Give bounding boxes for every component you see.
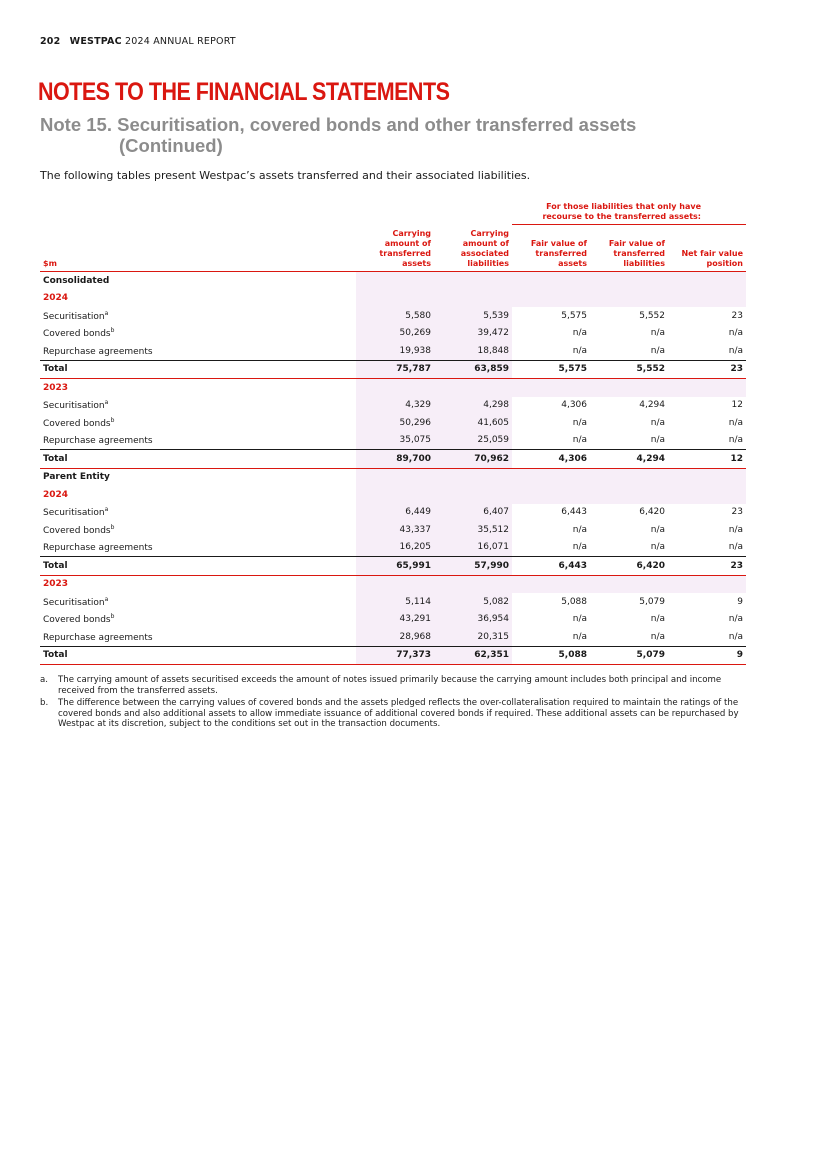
value-cell: 5,580 bbox=[356, 307, 434, 325]
value-cell: 5,079 bbox=[639, 596, 665, 607]
total-value-cell: 57,990 bbox=[434, 557, 512, 576]
footnote-text: The difference between the carrying values of covered bonds and the assets pledged reflects the over-collateralisation required to maintain the ratings of the covered bonds and also additional assets to allow immediate issuance of additional covered bonds if required. These additional assets can be repurchased by Westpac at its discretion, subject to the conditions set out in the transaction documents. bbox=[58, 698, 739, 729]
note-title-line2: (Continued) bbox=[119, 135, 223, 156]
section-title-cell: Consolidated bbox=[43, 275, 110, 286]
empty-cell bbox=[668, 272, 746, 290]
total-label: Total bbox=[40, 360, 356, 379]
year-row bbox=[40, 290, 746, 308]
column-header: Net fair value position bbox=[668, 225, 746, 272]
empty-cell bbox=[668, 575, 746, 593]
row-label-cell bbox=[40, 593, 356, 611]
empty-cell bbox=[590, 379, 668, 397]
total-value-cell: 62,351 bbox=[434, 646, 512, 665]
row-label: Repurchase agreements bbox=[43, 543, 153, 554]
value-cell: 20,315 bbox=[434, 628, 512, 646]
value-cell: 5,539 bbox=[434, 307, 512, 325]
year-row bbox=[40, 379, 746, 397]
row-label: Repurchase agreements bbox=[43, 436, 153, 447]
value-cell: n/a bbox=[650, 542, 665, 553]
footnote-ref: a bbox=[104, 399, 109, 407]
empty-cell bbox=[512, 272, 590, 290]
footnote-marker: a. bbox=[40, 675, 48, 685]
total-value-cell: 4,294 bbox=[590, 450, 668, 469]
row-label-cell bbox=[40, 628, 356, 646]
row-label: Covered bonds bbox=[43, 525, 111, 536]
value-cell: n/a bbox=[728, 417, 743, 428]
value-cell: 43,337 bbox=[356, 521, 434, 539]
empty-cell bbox=[434, 272, 512, 290]
value-cell: n/a bbox=[572, 631, 587, 642]
row-label: Repurchase agreements bbox=[43, 632, 153, 643]
value-cell: 4,329 bbox=[356, 397, 434, 415]
column-header: Fair value of transferred assets bbox=[512, 225, 590, 272]
value-cell: 19,938 bbox=[356, 342, 434, 360]
value-cell: 5,575 bbox=[561, 310, 587, 321]
empty-cell bbox=[590, 468, 668, 486]
value-cell: 5,088 bbox=[561, 596, 587, 607]
page-number: 202 bbox=[40, 36, 61, 47]
table-row bbox=[40, 307, 746, 325]
table-row bbox=[40, 611, 746, 629]
row-label: Securitisation bbox=[43, 508, 105, 519]
table-body bbox=[40, 272, 746, 665]
row-label: Covered bonds bbox=[43, 615, 111, 626]
empty-cell bbox=[590, 290, 668, 308]
value-cell: n/a bbox=[728, 614, 743, 625]
footnote-text: The carrying amount of assets securitised exceeds the amount of notes issued primarily because the carrying amount includes both principal and income received from the transferred assets. bbox=[58, 675, 722, 696]
year-cell: 2023 bbox=[43, 382, 69, 393]
footnote-ref: b bbox=[110, 613, 115, 621]
footnote bbox=[40, 698, 745, 730]
row-label: Covered bonds bbox=[43, 329, 111, 340]
empty-cell bbox=[512, 575, 590, 593]
row-label-cell bbox=[40, 432, 356, 450]
footnote-ref: a bbox=[104, 309, 109, 317]
intro-text: The following tables present Westpac’s assets transferred and their associated liabilities. bbox=[40, 169, 531, 182]
footnotes bbox=[40, 675, 745, 732]
value-cell: n/a bbox=[728, 524, 743, 535]
empty-cell bbox=[356, 468, 434, 486]
value-cell: n/a bbox=[572, 524, 587, 535]
row-label: Securitisation bbox=[43, 311, 105, 322]
note-title-line1: Note 15. Securitisation, covered bonds and other transferred assets bbox=[40, 114, 637, 135]
report-name: 2024 ANNUAL REPORT bbox=[125, 36, 236, 47]
value-cell: 36,954 bbox=[434, 611, 512, 629]
year-cell: 2023 bbox=[43, 579, 69, 590]
value-cell: 23 bbox=[731, 507, 743, 518]
row-label-cell bbox=[40, 325, 356, 343]
value-cell: 18,848 bbox=[434, 342, 512, 360]
value-cell: n/a bbox=[650, 614, 665, 625]
empty-cell bbox=[668, 290, 746, 308]
footnote-ref: b bbox=[110, 327, 115, 335]
value-cell: 35,512 bbox=[434, 521, 512, 539]
row-label: Repurchase agreements bbox=[43, 346, 153, 357]
total-value-cell: 23 bbox=[668, 557, 746, 576]
group-header: For those liabilities that only have recourse to the transferred assets: bbox=[512, 198, 746, 225]
year-cell: 2024 bbox=[43, 293, 69, 304]
empty-cell bbox=[590, 575, 668, 593]
value-cell: n/a bbox=[572, 614, 587, 625]
column-header: Carrying amount of transferred assets bbox=[356, 225, 434, 272]
row-label-cell bbox=[40, 521, 356, 539]
value-cell: n/a bbox=[650, 417, 665, 428]
empty-cell bbox=[512, 290, 590, 308]
value-cell: 28,968 bbox=[356, 628, 434, 646]
table-row bbox=[40, 432, 746, 450]
total-label: Total bbox=[40, 557, 356, 576]
value-cell: n/a bbox=[650, 328, 665, 339]
value-cell: 16,205 bbox=[356, 539, 434, 557]
year-row bbox=[40, 575, 746, 593]
value-cell: n/a bbox=[650, 524, 665, 535]
total-value-cell: 70,962 bbox=[434, 450, 512, 469]
year-cell: 2024 bbox=[43, 489, 69, 500]
value-cell: n/a bbox=[728, 542, 743, 553]
value-cell: n/a bbox=[650, 435, 665, 446]
total-row bbox=[40, 450, 746, 469]
row-label-cell bbox=[40, 611, 356, 629]
row-label-cell bbox=[40, 307, 356, 325]
value-cell: n/a bbox=[728, 631, 743, 642]
total-label: Total bbox=[40, 646, 356, 665]
column-header: Carrying amount of associated liabilities bbox=[434, 225, 512, 272]
total-value-cell: 6,443 bbox=[512, 557, 590, 576]
total-value-cell: 65,991 bbox=[356, 557, 434, 576]
brand-name: WESTPAC bbox=[69, 36, 122, 47]
value-cell: 9 bbox=[737, 596, 743, 607]
footnote-ref: a bbox=[104, 506, 109, 514]
empty-cell bbox=[512, 468, 590, 486]
footnote bbox=[40, 675, 745, 696]
section-title-cell: Parent Entity bbox=[43, 472, 110, 483]
section-row bbox=[40, 468, 746, 486]
empty-cell bbox=[434, 290, 512, 308]
value-cell: 41,605 bbox=[434, 414, 512, 432]
row-label-cell bbox=[40, 504, 356, 522]
value-cell: 5,552 bbox=[639, 310, 665, 321]
transferred-assets-table-wrapper bbox=[40, 198, 746, 665]
value-cell: n/a bbox=[572, 417, 587, 428]
value-cell: 23 bbox=[731, 310, 743, 321]
total-row bbox=[40, 360, 746, 379]
footnote-marker: b. bbox=[40, 698, 49, 708]
total-label: Total bbox=[40, 450, 356, 469]
empty-cell bbox=[668, 379, 746, 397]
value-cell: 5,114 bbox=[356, 593, 434, 611]
empty-cell bbox=[356, 486, 434, 504]
transferred-assets-table bbox=[40, 198, 746, 665]
empty-cell bbox=[434, 575, 512, 593]
total-value-cell: 89,700 bbox=[356, 450, 434, 469]
total-value-cell: 5,575 bbox=[512, 360, 590, 379]
total-value-cell: 4,306 bbox=[512, 450, 590, 469]
value-cell: n/a bbox=[650, 345, 665, 356]
empty-cell bbox=[668, 468, 746, 486]
value-cell: 16,071 bbox=[434, 539, 512, 557]
row-label-cell bbox=[40, 414, 356, 432]
year-row bbox=[40, 486, 746, 504]
footnote-ref: b bbox=[110, 523, 115, 531]
value-cell: 6,420 bbox=[639, 507, 665, 518]
value-cell: n/a bbox=[572, 435, 587, 446]
value-cell: 4,306 bbox=[561, 400, 587, 411]
value-cell: 43,291 bbox=[356, 611, 434, 629]
value-cell: 12 bbox=[731, 400, 743, 411]
value-cell: 4,294 bbox=[639, 400, 665, 411]
total-row bbox=[40, 557, 746, 576]
table-row bbox=[40, 342, 746, 360]
row-label: Securitisation bbox=[43, 597, 105, 608]
value-cell: 5,082 bbox=[434, 593, 512, 611]
value-cell: n/a bbox=[728, 328, 743, 339]
row-label-cell bbox=[40, 342, 356, 360]
page-header bbox=[40, 36, 236, 47]
total-value-cell: 5,079 bbox=[590, 646, 668, 665]
column-header: Fair value of transferred liabilities bbox=[590, 225, 668, 272]
total-row bbox=[40, 646, 746, 665]
total-value-cell: 5,088 bbox=[512, 646, 590, 665]
table-row bbox=[40, 504, 746, 522]
empty-cell bbox=[668, 486, 746, 504]
row-label-cell bbox=[40, 397, 356, 415]
row-label: Securitisation bbox=[43, 401, 105, 412]
table-row bbox=[40, 521, 746, 539]
value-cell: 6,443 bbox=[561, 507, 587, 518]
empty-cell bbox=[434, 379, 512, 397]
value-cell: n/a bbox=[728, 345, 743, 356]
value-cell: n/a bbox=[572, 542, 587, 553]
note-title bbox=[40, 114, 740, 156]
value-cell: 35,075 bbox=[356, 432, 434, 450]
value-cell: 50,269 bbox=[356, 325, 434, 343]
footnote-ref: b bbox=[110, 416, 115, 424]
empty-cell bbox=[356, 379, 434, 397]
section-title: NOTES TO THE FINANCIAL STATEMENTS bbox=[38, 78, 450, 106]
table-row bbox=[40, 539, 746, 557]
total-value-cell: 23 bbox=[668, 360, 746, 379]
total-value-cell: 75,787 bbox=[356, 360, 434, 379]
row-label-cell bbox=[40, 539, 356, 557]
empty-cell bbox=[512, 379, 590, 397]
empty-cell bbox=[434, 486, 512, 504]
total-value-cell: 63,859 bbox=[434, 360, 512, 379]
total-value-cell: 12 bbox=[668, 450, 746, 469]
value-cell: n/a bbox=[572, 328, 587, 339]
value-cell: 4,298 bbox=[434, 397, 512, 415]
total-value-cell: 6,420 bbox=[590, 557, 668, 576]
empty-cell bbox=[356, 290, 434, 308]
total-value-cell: 9 bbox=[668, 646, 746, 665]
table-row bbox=[40, 593, 746, 611]
value-cell: 50,296 bbox=[356, 414, 434, 432]
total-value-cell: 77,373 bbox=[356, 646, 434, 665]
empty-cell bbox=[356, 575, 434, 593]
value-cell: 39,472 bbox=[434, 325, 512, 343]
empty-cell bbox=[590, 486, 668, 504]
section-row bbox=[40, 272, 746, 290]
table-row bbox=[40, 414, 746, 432]
empty-cell bbox=[590, 272, 668, 290]
empty-cell bbox=[356, 272, 434, 290]
value-cell: n/a bbox=[728, 435, 743, 446]
table-row bbox=[40, 628, 746, 646]
value-cell: n/a bbox=[572, 345, 587, 356]
empty-cell bbox=[512, 486, 590, 504]
footnote-ref: a bbox=[104, 595, 109, 603]
unit-label: $m bbox=[40, 225, 356, 272]
value-cell: 6,407 bbox=[434, 504, 512, 522]
table-row bbox=[40, 325, 746, 343]
value-cell: 6,449 bbox=[356, 504, 434, 522]
row-label: Covered bonds bbox=[43, 418, 111, 429]
value-cell: n/a bbox=[650, 631, 665, 642]
value-cell: 25,059 bbox=[434, 432, 512, 450]
table-row bbox=[40, 397, 746, 415]
empty-cell bbox=[434, 468, 512, 486]
total-value-cell: 5,552 bbox=[590, 360, 668, 379]
